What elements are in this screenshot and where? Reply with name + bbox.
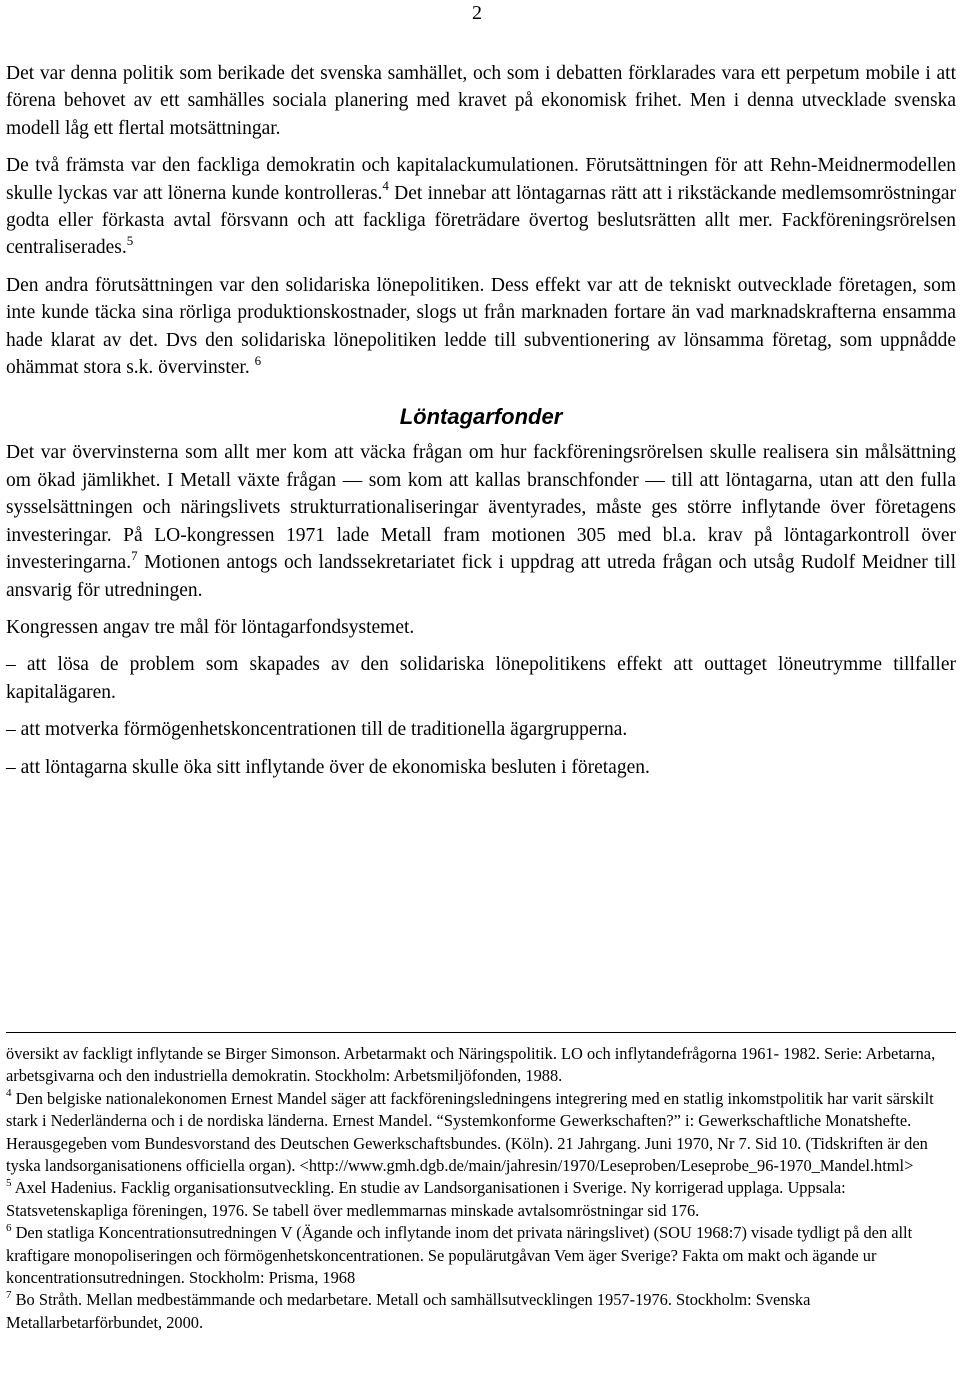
footnotes xyxy=(6,1043,956,1334)
footnote-5 xyxy=(6,1177,956,1222)
paragraph-1: Det var denna politik som berikade det svenska samhället, och som i debatten förklarades vara ett perpetum mobile i att förena behovet av ett samhälles sociala planering med kravet på ekonomisk frihet. Men i denna utvecklade svenska modell låg ett flertal motsättningar. xyxy=(6,63,956,139)
footnote-6 xyxy=(6,1222,956,1289)
page-number: 2 xyxy=(472,2,482,24)
paragraph-5: Kongressen angav tre mål för löntagarfondsystemet. xyxy=(6,616,415,638)
footnote-ref-7[interactable]: 7 xyxy=(131,547,138,563)
footnote-ref-5[interactable]: 5 xyxy=(126,232,134,248)
footnote-7-text: Bo Stråth. Mellan medbestämmande och medarbetare. Metall och samhällsutvecklingen 1957-1976. Stockholm: Svenska Metallarbetarförbundet, 2000. xyxy=(6,1290,811,1332)
footnote-6-number: 6 xyxy=(6,1221,12,1234)
goal-item-3: – att löntagarna skulle öka sitt inflytande över de ekonomiska besluten i företagen. xyxy=(6,756,650,778)
goal-item-2: – att motverka förmögenhetskoncentrationen till de traditionella ägargrupperna. xyxy=(6,719,628,741)
body-text xyxy=(6,60,956,791)
footnote-7 xyxy=(6,1289,956,1334)
footnote-4 xyxy=(6,1088,956,1178)
section-heading: Löntagarfonder xyxy=(399,404,563,430)
paragraph-2-text-a: De två främsta var den fackliga demokratin och kapitalackumulationen. Förutsättningen för att Rehn-Meidnermodellen skulle lyckas var att lönerna kunde kontrolleras. xyxy=(6,155,956,204)
footnote-divider xyxy=(6,1032,956,1033)
paragraph-4 xyxy=(6,439,956,603)
footnote-ref-6[interactable]: 6 xyxy=(254,352,262,368)
footnote-5-number: 5 xyxy=(6,1176,12,1189)
footnote-5-text: Axel Hadenius. Facklig organisationsutveckling. En studie av Landsorganisationen i Sverige. Ny korrigerad upplaga. Uppsala: Statsvetenskapliga föreningen, 1976. Se tabell över medlemmarnas minskade avtalsomröstningar sid 176. xyxy=(6,1178,846,1220)
goal-item-1: – att lösa de problem som skapades av den solidariska lönepolitikens effekt att outtaget löneutrymme tillfaller kapitalägaren. xyxy=(6,654,956,703)
footnote-6-text: Den statliga Koncentrationsutredningen V (Ägande och inflytande inom det privata näringslivet) (SOU 1968:7) visade tydligt på den allt kraftigare monopoliseringen och förmögenhetskoncentrationen. Se populärutgåvan Vem äger Sverige? Fakta om makt och ägande ur koncentrationsutredningen. Stockholm: Prisma, 1968 xyxy=(6,1223,913,1288)
footnote-4-number: 4 xyxy=(6,1087,12,1100)
paragraph-4-text-b: Motionen antogs och landssekretariatet fick i uppdrag att utreda frågan och utsåg Rudolf Meidner till ansvarig för utredningen. xyxy=(6,552,956,601)
footnote-7-number: 7 xyxy=(6,1289,12,1301)
paragraph-2-text-b: Det innebar att löntagarnas rätt att i rikstäckande medlemsomröstningar godta eller förkasta avtal försvann och att fackliga företrädare övertog beslutsrätten allt mer. Fackföreningsrörelsen centraliserades. xyxy=(6,182,956,259)
footnote-4-text: Den belgiske nationalekonomen Ernest Mandel säger att fackföreningsledningens integrering med en statlig inkomstpolitik har varit särskilt stark i Nederländerna och i de nordiska länderna. Ernest Mandel. “Systemkonforme Gewerkschaften?” i: Gewerkschaftliche Monatshefte. Herausgegeben vom Bundesvorstand des Deutschen Gewerkschaftsbundes. (Köln). 21 Jahrgang. Juni 1970, Nr 7. Sid 10. (Tidskriften är den tyska landsorganisationens officiella organ). <http://www.gmh.dgb.de/main/jahresin/1970/Leseproben/Leseprobe_96-1970_Mandel.html> xyxy=(6,1088,934,1176)
footnote-continuation: översikt av fackligt inflytande se Birger Simonson. Arbetarmakt och Näringspolitik. LO och inflytandefrågorna 1961- 1982. Serie: Arbetarna, arbetsgivarna och den industriella demokratin. Stockholm: Arbetsmiljöfonden, 1988. xyxy=(6,1044,936,1086)
paragraph-4-text-a: Det var övervinsterna som allt mer kom att väcka frågan om hur fackföreningsrörelsen skulle realisera sin målsättning om ökad jämlikhet. I Metall växte frågan — som kom att kallas branschfonder — till att löntagarna, utan att den fulla sysselsättningen och näringslivets strukturrationaliseringar äventyrades, måste ges större inflytande över företagens investeringar. På LO-kongressen 1971 lade Metall fram motionen 305 med bl.a. krav på löntagarkontroll över investeringarna. xyxy=(6,442,956,574)
paragraph-3-text: Den andra förutsättningen var den solidariska lönepolitiken. Dess effekt var att de tekniskt outvecklade företagen, som inte kunde täcka sina rörliga produktionskostnader, slogs ut från marknaden fortare än vad marknadskrafterna ensamma hade klarat av det. Dvs den solidariska lönepolitiken ledde till subventionering av lönsamma företag, som uppnådde ohämmat stora s.k. övervinster. xyxy=(6,274,956,379)
paragraph-2 xyxy=(6,152,956,262)
paragraph-3 xyxy=(6,272,956,382)
footnote-ref-4[interactable]: 4 xyxy=(382,178,389,194)
